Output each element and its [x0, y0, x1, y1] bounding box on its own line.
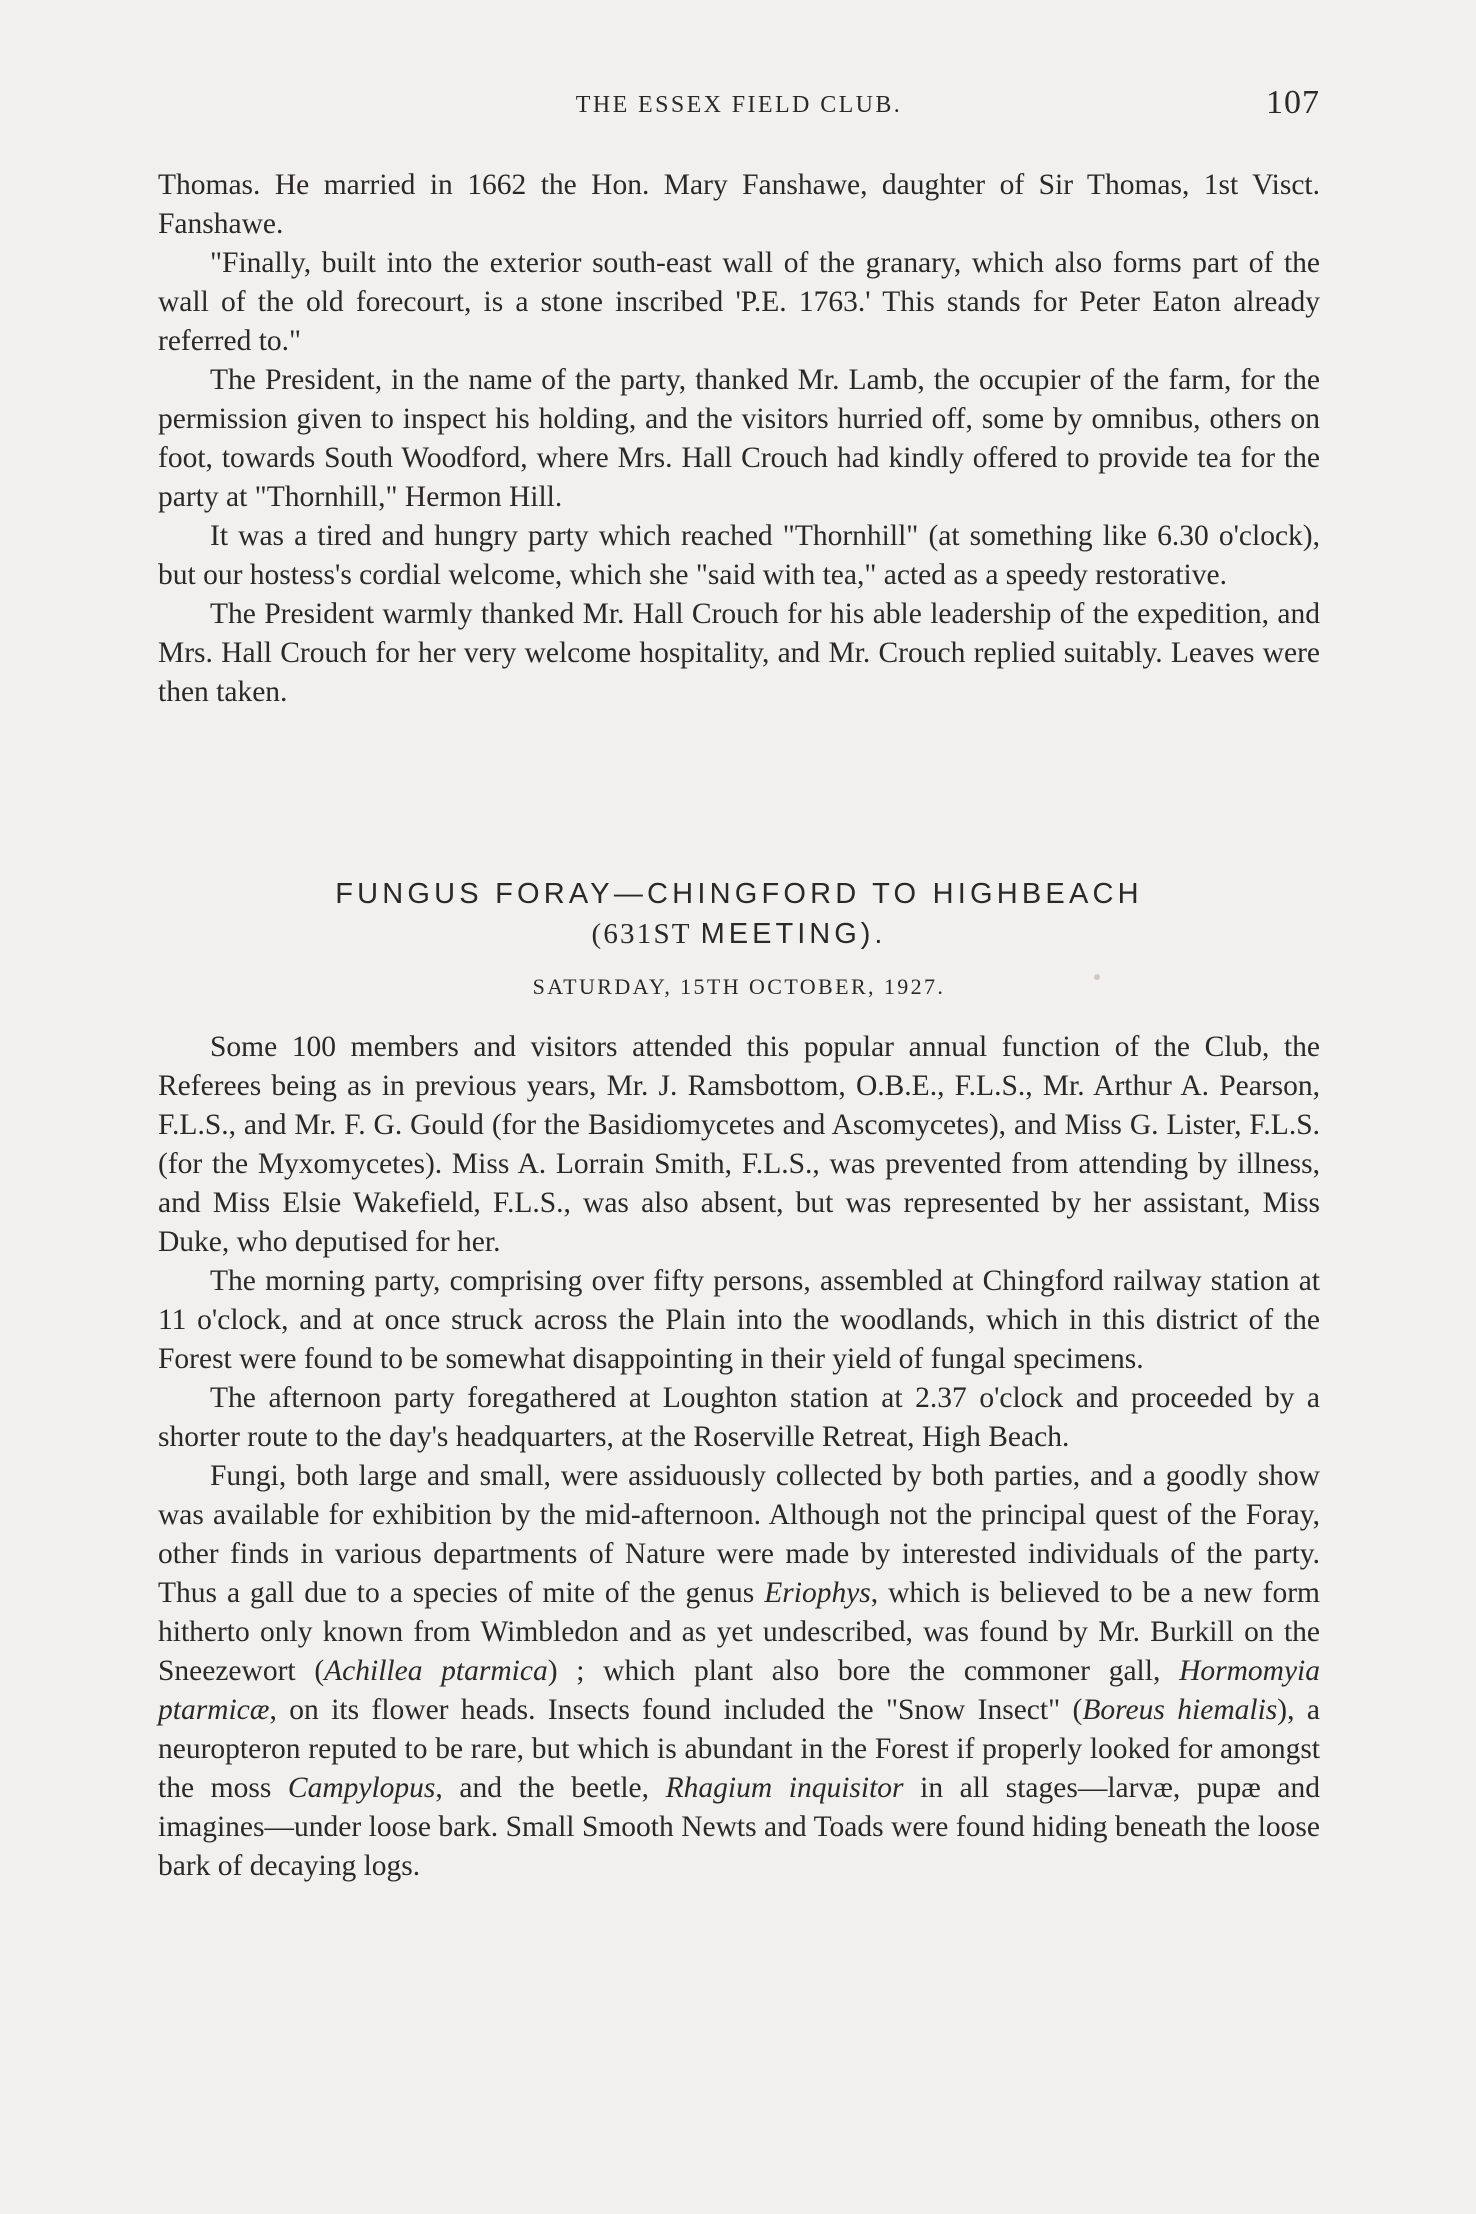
paragraph: The afternoon party foregathered at Loughton station at 2.37 o'clock and proceeded by a shorter route to the day's headquarters, at the Roserville Retreat, High Beach. [158, 1382, 1320, 1453]
paragraph: The President, in the name of the party, thanked Mr. Lamb, the occupier of the farm, for the permission given to inspect his holding, and the visitors hurried off, some by omnibus, others on foot, towards South Woodford, where Mrs. Hall Crouch had kindly offered to provide tea for the party at "Thornhill," Hermon Hill. [158, 364, 1320, 513]
paragraph: It was a tired and hungry party which reached "Thornhill" (at something like 6.30 o'clock), but our hostess's cordial welcome, which she "said with tea," acted as a speedy restorative. [158, 520, 1320, 591]
meeting-number-prefix: (631ST [591, 918, 701, 950]
running-title: THE ESSEX FIELD CLUB. [575, 92, 903, 118]
page-number: 107 [1266, 84, 1320, 121]
section-heading: FUNGUS FORAY—CHINGFORD TO HIGHBEACH [335, 878, 1143, 910]
paragraph: Thomas. He married in 1662 the Hon. Mary Fanshawe, daughter of Sir Thomas, 1st Visct. Fanshawe. [158, 169, 1320, 240]
ink-speck [1094, 974, 1100, 980]
paragraph: Fungi, both large and small, were assiduously collected by both parties, and a goodly show was available for exhibition by the mid-afternoon. Although not the principal quest of the Foray, other finds in various departments of Nature were made by interested individuals of the party. Thus a gall due to a species of mite of the genus Eriophys, which is believed to be a new form hitherto only known from Wimbledon and as yet undescribed, was found by Mr. Burkill on the Sneezewort (Achillea ptarmica) ; which plant also bore the commoner gall, Hormomyia ptarmicæ, on its flower heads. Insects found included the "Snow Insect" (Boreus hiemalis), a neuropteron reputed to be rare, but which is abundant in the Forest if properly looked for amongst the moss Campylopus, and the beetle, Rhagium inquisitor in all stages—larvæ, pupæ and imagines—under loose bark. Small Smooth Newts and Toads were found hiding beneath the loose bark of decaying logs. [158, 1460, 1321, 1882]
paragraph: Some 100 members and visitors attended this popular annual function of the Club, the Referees being as in previous years, Mr. J. Ramsbottom, O.B.E., F.L.S., Mr. Arthur A. Pearson, F.L.S., and Mr. F. G. Gould (for the Basidiomycetes and Ascomycetes), and Miss G. Lister, F.L.S. (for the Myxomycetes). Miss A. Lorrain Smith, F.L.S., was prevented from attending by illness, and Miss Elsie Wakefield, F.L.S., was also absent, but was represented by her assistant, Miss Duke, who deputised for her. [158, 1031, 1320, 1258]
running-header [158, 84, 1320, 128]
meeting-number [158, 914, 1320, 954]
meeting-date: SATURDAY, 15TH OCTOBER, 1927. [532, 974, 946, 999]
paragraph: The President warmly thanked Mr. Hall Crouch for his able leadership of the expedition, and Mrs. Hall Crouch for her very welcome hospitality, and Mr. Crouch replied suitably. Leaves were then taken. [158, 598, 1320, 708]
meeting-label: MEETING). [700, 918, 887, 950]
paragraph: The morning party, comprising over fifty persons, assembled at Chingford railway station at 11 o'clock, and at once struck across the Plain into the woodlands, which in this district of the Forest were found to be somewhat disappointing in their yield of fungal specimens. [158, 1265, 1320, 1375]
section-body [158, 1028, 1320, 1886]
continued-text [158, 166, 1320, 712]
paragraph: "Finally, built into the exterior south-east wall of the granary, which also forms part of the wall of the old forecourt, is a stone inscribed 'P.E. 1763.' This stands for Peter Eaton already referred to." [158, 247, 1320, 357]
